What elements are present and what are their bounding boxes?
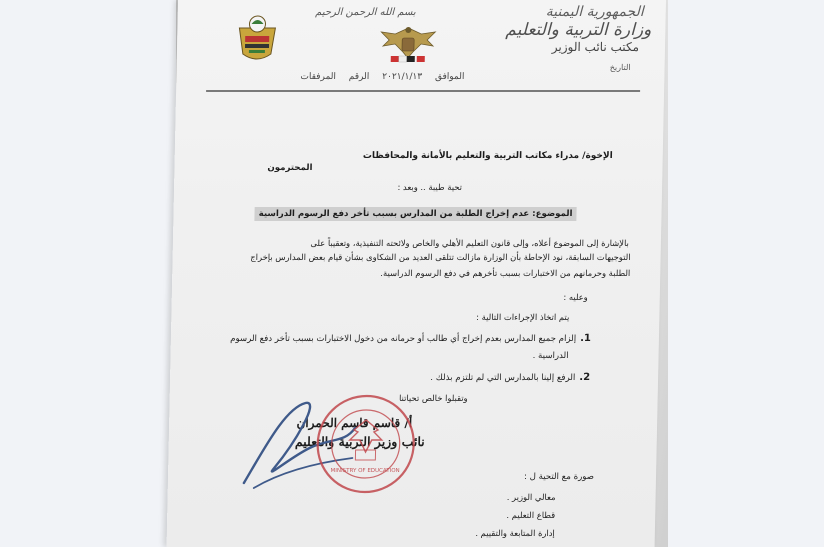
paragraph-line: بالإشارة إلى الموضوع أعلاه، وإلى قانون التعليم الأهلي والخاص ولائحته التنفيذية، وتعقيباً على bbox=[310, 238, 630, 248]
addressee: الإخوة/ مدراء مكاتب التربية والتعليم بالأمانة والمحافظات bbox=[362, 151, 613, 161]
greeting: تحية طيبة .. وبعد : bbox=[397, 182, 463, 192]
bismillah: بسم الله الرحمن الرحيم bbox=[315, 7, 416, 18]
correspondence-date-label: الموافق bbox=[434, 72, 465, 82]
decision-intro: يتم اتخاذ الإجراءات التالية : bbox=[476, 312, 570, 322]
copy-recipient: معالي الوزير . bbox=[506, 492, 556, 502]
reference-line bbox=[290, 72, 464, 82]
republic-name: الجمهورية اليمنية bbox=[545, 4, 644, 20]
ministry-name: وزارة التربية والتعليم bbox=[505, 20, 652, 40]
office-name: مكتب نائب الوزير bbox=[551, 40, 640, 54]
item-number: 1. bbox=[580, 333, 592, 344]
copy-recipient: إدارة المتابعة والتقييم . bbox=[475, 528, 555, 538]
correspondence-date: ٢٠٢١/١/١٣ bbox=[382, 72, 423, 82]
national-emblem-icon bbox=[377, 22, 440, 66]
signatory-title: نائب وزير التربية والتعليم bbox=[294, 434, 425, 449]
and-then: وعليه : bbox=[563, 292, 588, 302]
addressee-suffix: المحترمون bbox=[267, 163, 313, 173]
action-item bbox=[430, 372, 590, 383]
item-number: 2. bbox=[579, 372, 591, 383]
stamp-text: MINISTRY OF EDUCATION bbox=[330, 468, 400, 474]
attachments-label: المرفقات bbox=[300, 72, 337, 82]
official-stamp-icon bbox=[313, 392, 419, 496]
item-text: الرفع إلينا بالمدارس التي لم تلتزم بذلك . bbox=[430, 373, 576, 383]
date-label: التاريخ bbox=[609, 63, 631, 72]
subject-line: الموضوع: عدم إخراج الطلبة من المدارس بسبب تأخر دفع الرسوم الدراسية bbox=[255, 207, 577, 221]
paragraph-line: الطلبة وحرمانهم من الاختبارات بسبب تأخرهم في دفع الرسوم الدراسية. bbox=[380, 268, 631, 278]
closing: وتقبلوا خالص تحياتنا bbox=[398, 393, 468, 403]
signatory-name: أ/ قاسم قاسم الحمران bbox=[296, 416, 413, 430]
action-item-continuation: الدراسية . bbox=[532, 351, 569, 361]
action-item bbox=[230, 333, 591, 344]
letter-page bbox=[167, 0, 666, 547]
education-logo-icon bbox=[235, 14, 280, 66]
copies-title: صورة مع التحية ل : bbox=[523, 472, 595, 482]
paragraph-line: التوجيهات السابقة، نود الإحاطة بأن الوزارة مازالت تتلقى العديد من الشكاوى بشأن قيام بعض المدارس بإخراج bbox=[250, 252, 631, 262]
number-label: الرقم bbox=[348, 72, 370, 82]
item-text: إلزام جميع المدارس بعدم إخراج أي طالب أو حرمانه من دخول الاختبارات بسبب تأخر دفع الرسوم bbox=[230, 334, 577, 344]
header-divider bbox=[206, 90, 640, 92]
copy-recipient: قطاع التعليم . bbox=[506, 510, 556, 520]
